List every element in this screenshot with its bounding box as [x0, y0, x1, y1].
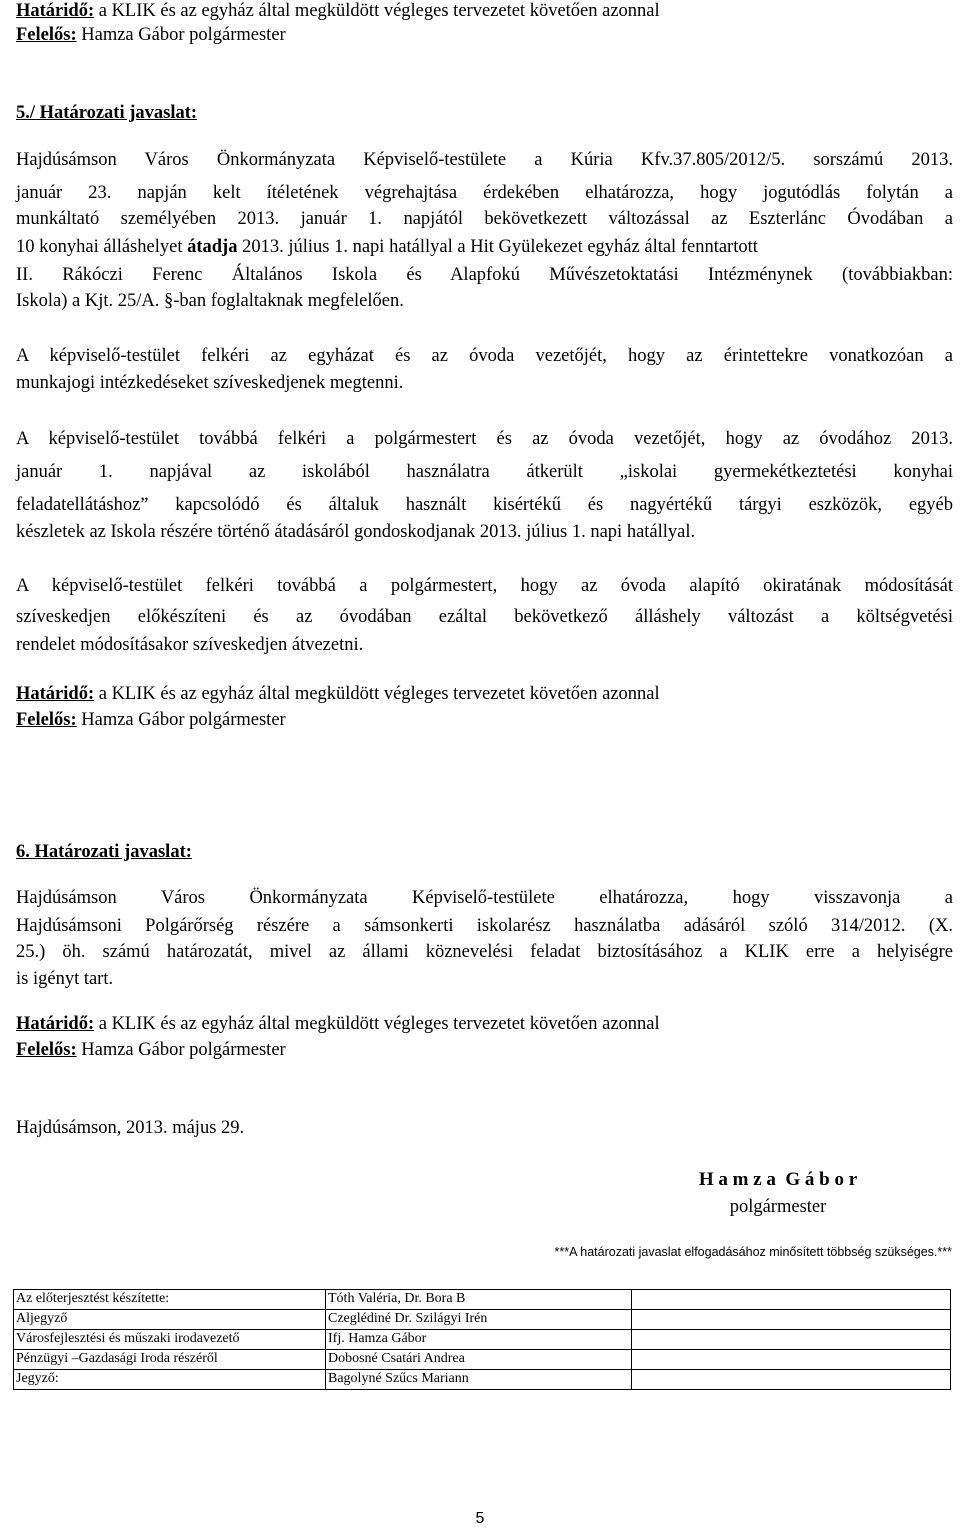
signer-name: H a m z a G á b o r — [698, 1169, 858, 1190]
table-row — [14, 1330, 951, 1350]
table-cell: Czeglédiné Dr. Szilágyi Irén — [326, 1310, 632, 1330]
s6-line-1: Hajdúsámson Város Önkormányzata Képviselő-testülete elhatározza, hogy visszavonja a — [16, 888, 953, 908]
table-row — [14, 1350, 951, 1370]
responsible-text: Hamza Gábor polgármester — [76, 25, 286, 45]
s5-para3-line-1: A képviselő-testület továbbá felkéri a polgármestert és az óvoda vezetőjét, hogy az óvodához 2013. — [16, 429, 953, 449]
place-date: Hajdúsámson, 2013. május 29. — [16, 1118, 245, 1138]
table-cell: Pénzügyi –Gazdasági Iroda részéről — [14, 1350, 326, 1370]
table-cell — [632, 1310, 951, 1330]
table-cell — [632, 1350, 951, 1370]
table-row — [14, 1290, 951, 1310]
s5-line-1: Hajdúsámson Város Önkormányzata Képviselő-testülete a Kúria Kfv.37.805/2012/5. sorszámú 2013. — [16, 150, 953, 170]
section-5-heading: 5./ Határozati javaslat: — [16, 103, 198, 123]
s5-line-3: munkáltató személyében 2013. január 1. napjától bekövetkezett változással az Eszterlánc Óvodában a — [16, 209, 953, 229]
table-cell: Bagolyné Szűcs Mariann — [326, 1370, 632, 1390]
s6-line-4: is igényt tart. — [16, 969, 114, 989]
s5-para3-line-3: feladatellátáshoz” kapcsolódó és általuk használt kisértékű és nagyértékű tárgyi eszközök, egyéb — [16, 495, 953, 515]
s5-deadline-line — [16, 683, 660, 705]
s5-para4-line-3: rendelet módosításakor szíveskedjen átvezetni. — [16, 635, 364, 655]
table-cell: Aljegyző — [14, 1310, 326, 1330]
signer-title: polgármester — [729, 1197, 827, 1217]
s5-line-5: II. Rákóczi Ferenc Általános Iskola és Alapfokú Művészetoktatási Intézménynek (továbbiakban: — [16, 265, 953, 285]
staff-table — [13, 1289, 951, 1390]
s5-para4-line-1: A képviselő-testület felkéri továbbá a polgármestert, hogy az óvoda alapító okiratának módosítását — [16, 576, 953, 596]
responsible-label: Felelős: — [16, 1040, 77, 1060]
atadja-bold: átadja — [187, 237, 238, 257]
responsible-label: Felelős: — [16, 25, 77, 45]
deadline-label: Határidő: — [16, 1014, 95, 1034]
s5-line-2: január 23. napján kelt ítéletének végrehajtása érdekében elhatározza, hogy jogutódlás folytán a — [16, 183, 953, 203]
deadline-label: Határidő: — [16, 1, 95, 21]
table-cell: Ifj. Hamza Gábor — [326, 1330, 632, 1350]
s6-line-2: Hajdúsámsoni Polgárőrség részére a sámsonkerti iskolarész használatba adásáról szóló 314/2012. (X. — [16, 916, 953, 936]
s5-para2-line-1: A képviselő-testület felkéri az egyházat és az óvoda vezetőjét, hogy az érintettekre vonatkozóan a — [16, 346, 953, 366]
s6-responsible-line — [16, 1039, 286, 1061]
section-6-heading: 6. Határozati javaslat: — [16, 842, 192, 862]
deadline-text: a KLIK és az egyház által megküldött végleges tervezetet követően azonnal — [94, 684, 660, 704]
s5-para3-line-2: január 1. napjával az iskolából használatra átkerült „iskolai gyermekétkeztetési konyhai — [16, 462, 953, 482]
majority-note: ***A határozati javaslat elfogadásához minősített többség szükséges.*** — [554, 1245, 952, 1259]
deadline-text: a KLIK és az egyház által megküldött végleges tervezetet követően azonnal — [94, 1014, 660, 1034]
responsible-label: Felelős: — [16, 710, 77, 730]
top-responsible-line — [16, 24, 286, 46]
s5-line-4: 10 konyhai álláshelyet átadja 2013. július 1. napi hatállyal a Hit Gyülekezet egyház által fenntartott — [16, 237, 758, 257]
table-cell: Városfejlesztési és műszaki irodavezető — [14, 1330, 326, 1350]
s6-line-3: 25.) öh. számú határozatát, mivel az állami köznevelési feladat biztosításához a KLIK erre a helyiségre — [16, 942, 953, 962]
top-deadline-line — [16, 0, 660, 22]
s6-deadline-line — [16, 1013, 660, 1035]
table-cell — [632, 1290, 951, 1310]
s5-para3-line-4: készletek az Iskola részére történő átadásáról gondoskodjanak 2013. július 1. napi hatállyal. — [16, 522, 696, 542]
table-cell: Dobosné Csatári Andrea — [326, 1350, 632, 1370]
s5-responsible-line — [16, 709, 286, 731]
table-cell — [632, 1330, 951, 1350]
table-cell: Tóth Valéria, Dr. Bora B — [326, 1290, 632, 1310]
table-row — [14, 1370, 951, 1390]
table-cell: Az előterjesztést készítette: — [14, 1290, 326, 1310]
page-number: 5 — [475, 1510, 485, 1527]
responsible-text: Hamza Gábor polgármester — [76, 710, 286, 730]
s5-line-6: Iskola) a Kjt. 25/A. §-ban foglaltaknak megfelelően. — [16, 291, 404, 311]
responsible-text: Hamza Gábor polgármester — [76, 1040, 286, 1060]
table-row — [14, 1310, 951, 1330]
table-cell: Jegyző: — [14, 1370, 326, 1390]
table-cell — [632, 1370, 951, 1390]
deadline-label: Határidő: — [16, 684, 95, 704]
deadline-text: a KLIK és az egyház által megküldött végleges tervezetet követően azonnal — [94, 1, 660, 21]
s5-para4-line-2: szíveskedjen előkészíteni és az óvodában ezáltal bekövetkező álláshely változást a költségvetési — [16, 607, 953, 627]
s5-para2-line-2: munkajogi intézkedéseket szíveskedjenek megtenni. — [16, 373, 404, 393]
